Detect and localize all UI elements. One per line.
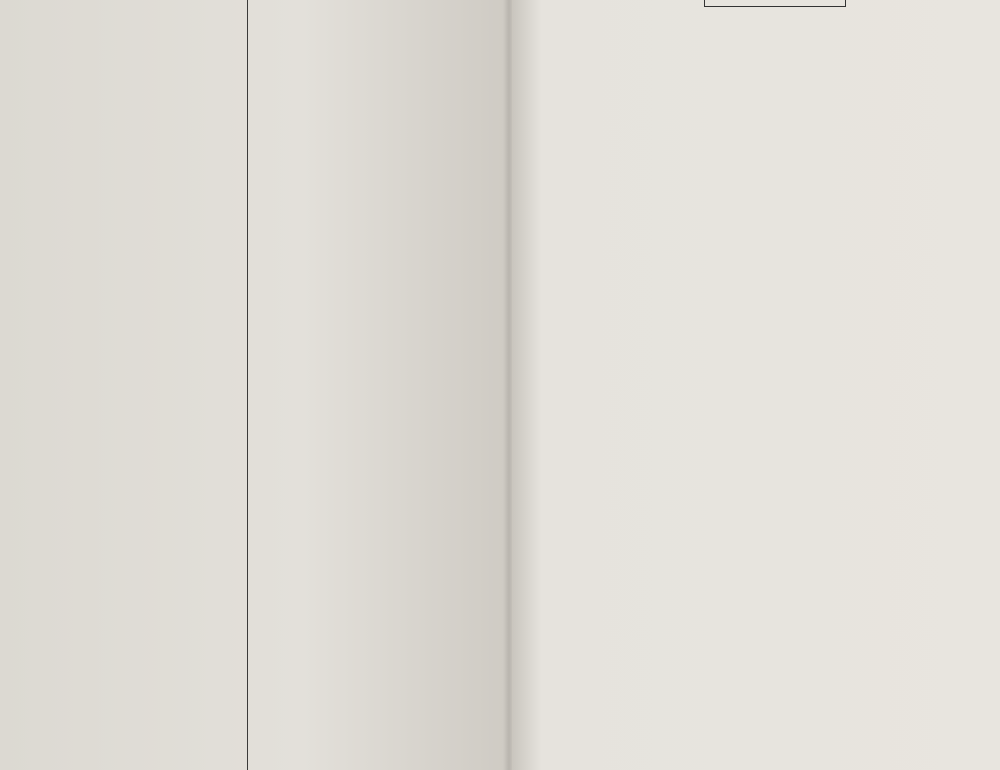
column-divider [247, 0, 248, 770]
contents-page [512, 0, 1000, 770]
contents-header [704, 0, 846, 7]
